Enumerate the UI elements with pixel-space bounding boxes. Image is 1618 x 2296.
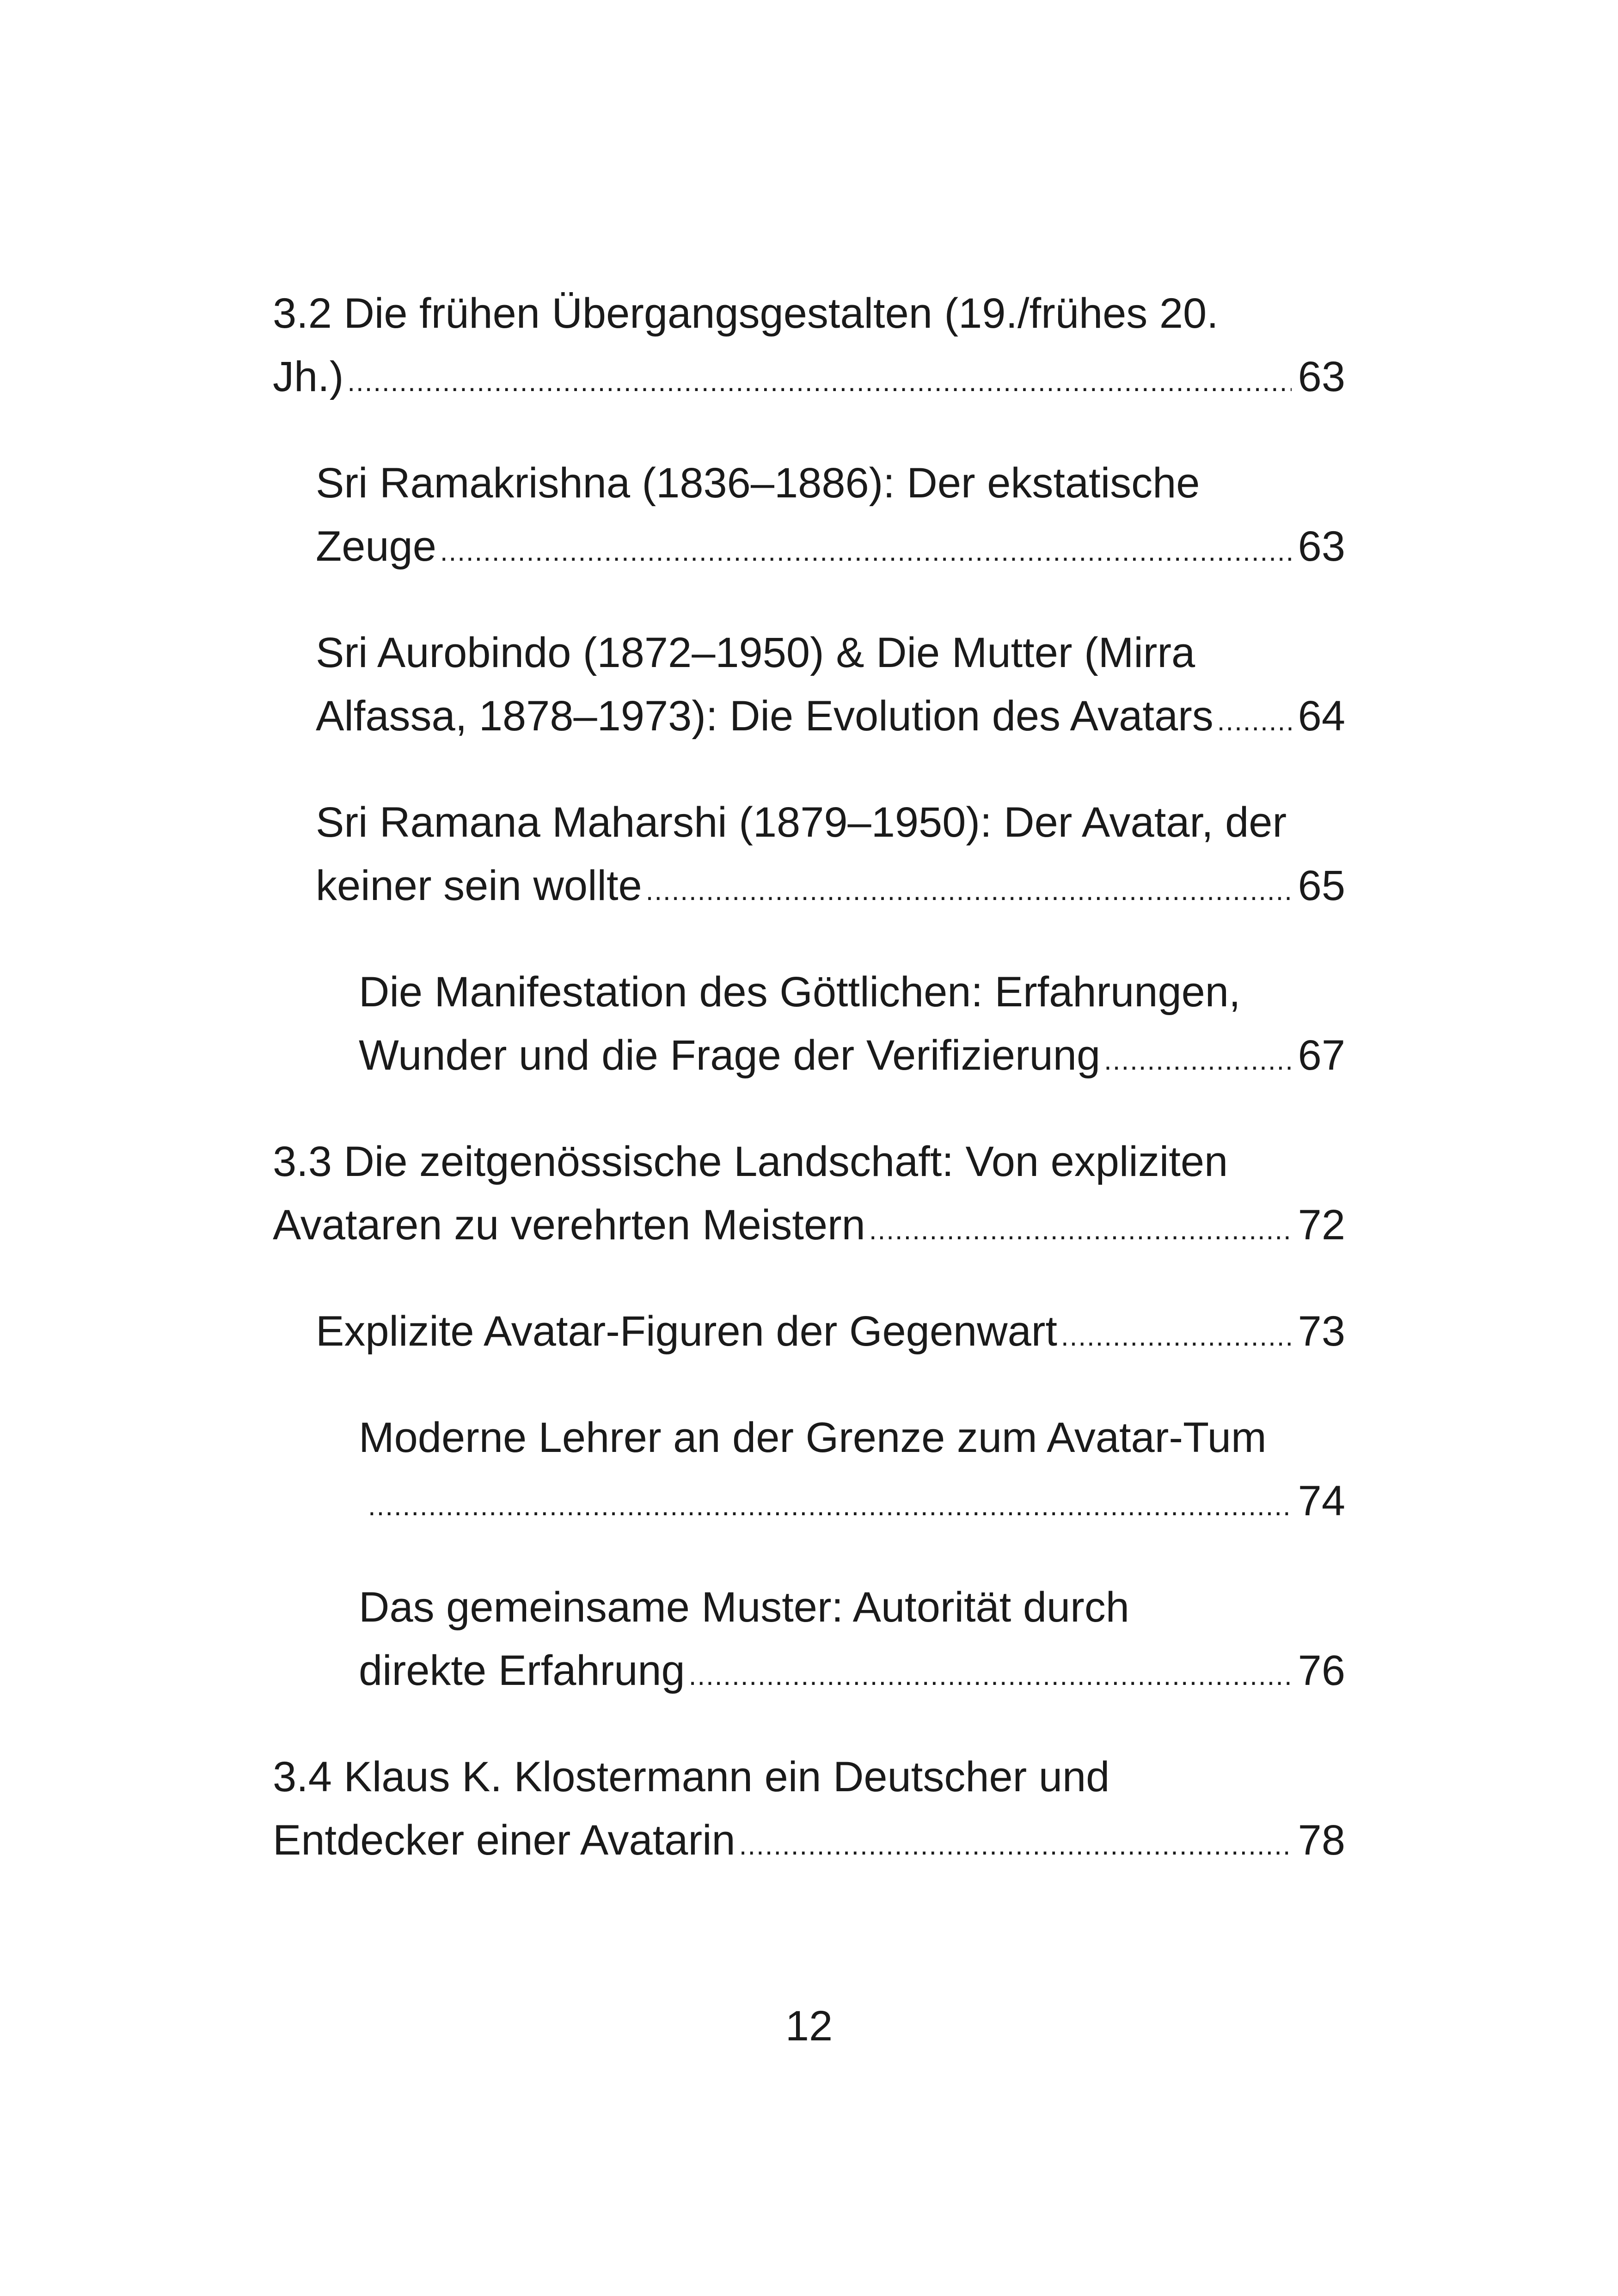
dot-leader xyxy=(1104,1047,1292,1074)
toc-page-number: 73 xyxy=(1298,1308,1345,1355)
toc-entry-title-line-1: Sri Aurobindo (1872–1950) & Die Mutter (Mirra xyxy=(316,629,1195,676)
toc-entry-title-line-1: 3.3 Die zeitgenössische Landschaft: Von expliziten xyxy=(273,1138,1228,1185)
toc-page-number: 63 xyxy=(1298,353,1345,400)
dot-leader xyxy=(1217,707,1292,735)
toc-page-number: 65 xyxy=(1298,862,1345,909)
toc-entry-title-line-2: Avataren zu verehrten Meistern xyxy=(273,1201,865,1249)
dot-leader xyxy=(689,1662,1292,1690)
toc-entry-title-line-1: Das gemeinsame Muster: Autorität durch xyxy=(359,1584,1129,1631)
toc-entry-explizite-avatar-figuren[interactable] xyxy=(273,1300,1345,1363)
page-number-footer: 12 xyxy=(785,2002,833,2050)
toc-entry-title-line-2: direkte Erfahrung xyxy=(359,1647,685,1694)
toc-page-number: 74 xyxy=(1298,1477,1345,1525)
toc-entry-title-line-1: Die Manifestation des Göttlichen: Erfahrungen, xyxy=(359,968,1241,1016)
toc-entry-title-line-1: Moderne Lehrer an der Grenze zum Avatar-Tum xyxy=(359,1414,1267,1461)
dot-leader xyxy=(368,1492,1292,1520)
dot-leader xyxy=(739,1831,1292,1859)
dot-leader xyxy=(1061,1322,1292,1350)
toc-entry-title-line-2: Jh.) xyxy=(273,353,344,400)
toc-entry-title: Explizite Avatar-Figuren der Gegenwart xyxy=(316,1308,1057,1355)
toc-entry-title-line-2: keiner sein wollte xyxy=(316,862,642,909)
toc-page-number: 76 xyxy=(1298,1647,1345,1694)
toc-page-number: 78 xyxy=(1298,1817,1345,1864)
table-of-contents xyxy=(273,282,1345,1872)
toc-entry-title-line-2: Zeuge xyxy=(316,523,436,570)
toc-entry-title-line-1: 3.4 Klaus K. Klostermann ein Deutscher und xyxy=(273,1753,1110,1800)
toc-entry-ramana-maharshi[interactable] xyxy=(273,791,1345,918)
toc-entry-3-3[interactable] xyxy=(273,1130,1345,1257)
toc-page-number: 72 xyxy=(1298,1201,1345,1249)
toc-entry-manifestation[interactable] xyxy=(273,961,1345,1087)
dot-leader xyxy=(646,877,1292,905)
toc-page-number: 63 xyxy=(1298,523,1345,570)
toc-entry-moderne-lehrer[interactable] xyxy=(273,1406,1345,1533)
toc-entry-title-line-1: 3.2 Die frühen Übergangsgestalten (19./frühes 20. xyxy=(273,290,1219,337)
toc-entry-title-line-1: Sri Ramana Maharshi (1879–1950): Der Avatar, der xyxy=(316,799,1287,846)
toc-entry-3-4[interactable] xyxy=(273,1745,1345,1872)
dot-leader xyxy=(347,368,1291,396)
toc-page-number: 67 xyxy=(1298,1032,1345,1079)
toc-entry-title-line-2: Alfassa, 1878–1973): Die Evolution des Avatars xyxy=(316,692,1214,740)
toc-page-number: 64 xyxy=(1298,692,1345,740)
dot-leader xyxy=(869,1216,1292,1244)
toc-entry-ramakrishna[interactable] xyxy=(273,452,1345,578)
toc-entry-3-2[interactable] xyxy=(273,282,1345,409)
toc-entry-title-line-2: Entdecker einer Avatarin xyxy=(273,1817,735,1864)
toc-entry-title-line-1: Sri Ramakrishna (1836–1886): Der ekstatische xyxy=(316,459,1200,507)
toc-entry-aurobindo[interactable] xyxy=(273,621,1345,748)
toc-entry-title-line-2: Wunder und die Frage der Verifizierung xyxy=(359,1032,1101,1079)
toc-entry-gemeinsame-muster[interactable] xyxy=(273,1576,1345,1702)
dot-leader xyxy=(440,538,1292,565)
